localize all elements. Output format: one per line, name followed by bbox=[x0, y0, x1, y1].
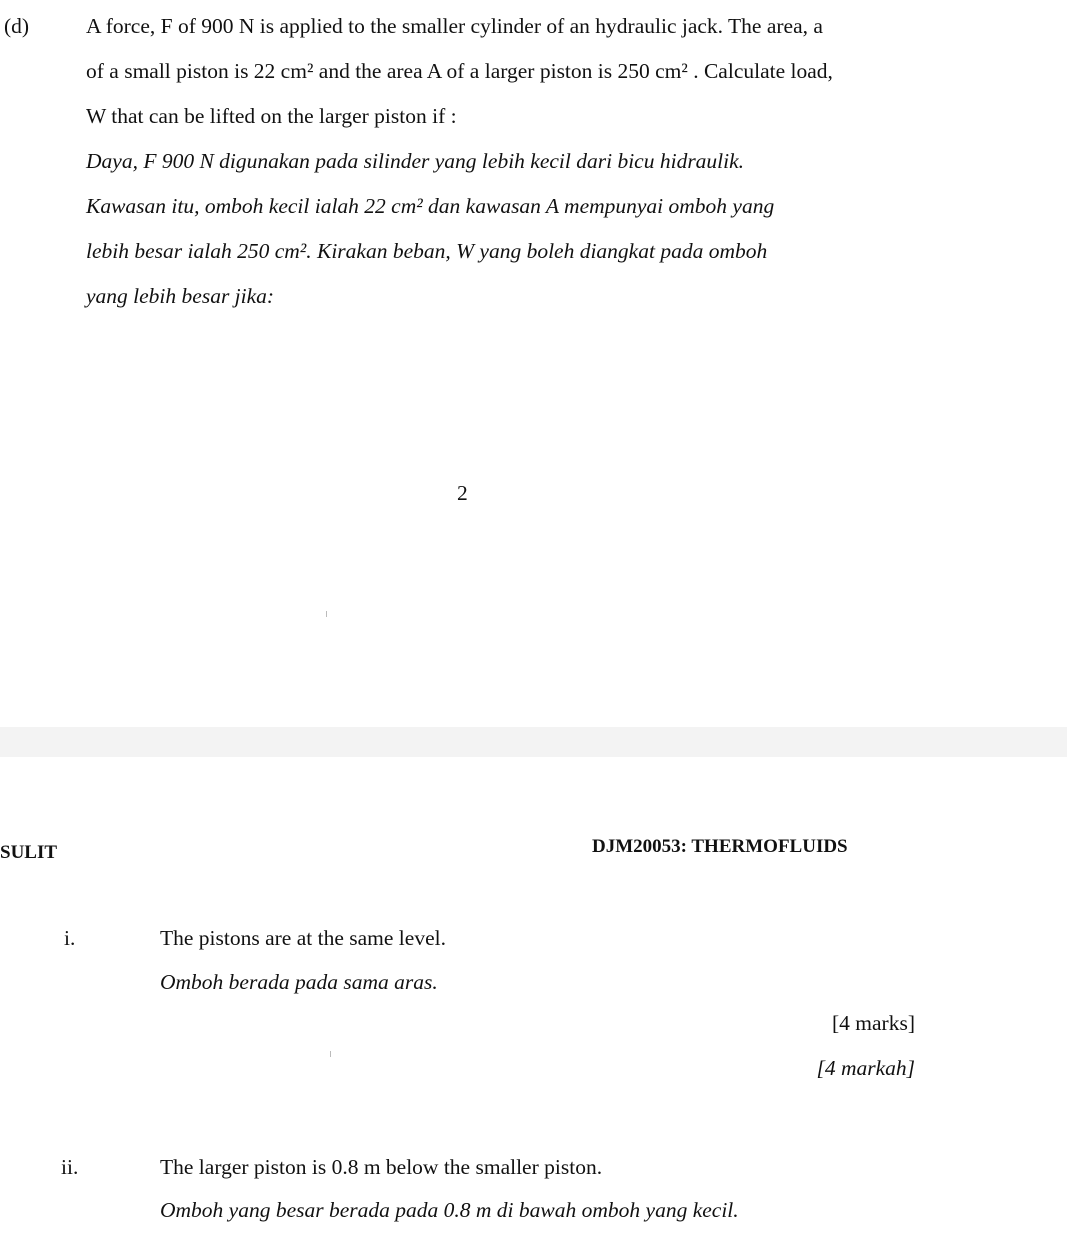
subquestion-text-english: The larger piston is 0.8 m below the smaller piston. bbox=[160, 1155, 603, 1179]
scan-speck bbox=[330, 1051, 331, 1057]
question-line: lebih besar ialah 250 cm². Kirakan beban, W yang boleh diangkat pada omboh bbox=[86, 239, 768, 263]
question-line: A force, F of 900 N is applied to the smaller cylinder of an hydraulic jack. The area, a bbox=[86, 14, 823, 38]
marks-english: [4 marks] bbox=[832, 1011, 915, 1035]
subquestion-numeral: ii. bbox=[61, 1155, 79, 1179]
scan-speck bbox=[326, 611, 327, 617]
question-part-label: (d) bbox=[4, 14, 30, 38]
subquestion-text-malay: Omboh berada pada sama aras. bbox=[160, 970, 438, 994]
question-line: yang lebih besar jika: bbox=[86, 284, 275, 308]
question-line: Daya, F 900 N digunakan pada silinder yang lebih kecil dari bicu hidraulik. bbox=[86, 149, 745, 173]
header-classification: SULIT bbox=[0, 842, 58, 863]
page-separator bbox=[0, 727, 1067, 757]
question-line: W that can be lifted on the larger piston if : bbox=[86, 104, 457, 128]
subquestion-numeral: i. bbox=[64, 926, 76, 950]
marks-malay: [4 markah] bbox=[816, 1056, 915, 1080]
page-number: 2 bbox=[457, 481, 468, 505]
question-line: of a small piston is 22 cm² and the area A of a larger piston is 250 cm² . Calculate load, bbox=[86, 59, 833, 83]
subquestion-text-malay: Omboh yang besar berada pada 0.8 m di bawah omboh yang kecil. bbox=[160, 1198, 739, 1222]
header-course-code: DJM20053: THERMOFLUIDS bbox=[592, 836, 848, 857]
question-line: Kawasan itu, omboh kecil ialah 22 cm² dan kawasan A mempunyai omboh yang bbox=[86, 194, 775, 218]
subquestion-text-english: The pistons are at the same level. bbox=[160, 926, 446, 950]
